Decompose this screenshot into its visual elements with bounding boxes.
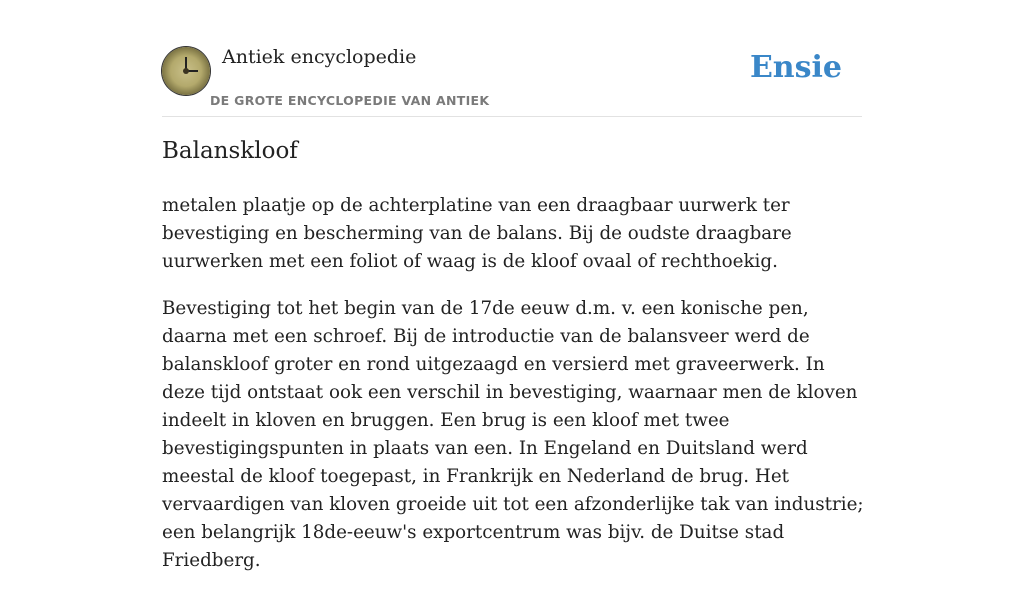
site-subtitle: DE GROTE ENCYCLOPEDIE VAN ANTIEK <box>210 93 490 108</box>
clock-icon[interactable] <box>162 47 210 95</box>
site-name[interactable]: Antiek encyclopedie <box>222 46 417 68</box>
page-title: Balanskloof <box>162 138 298 164</box>
article-paragraph: Bevestiging tot het begin van de 17de eeuw d.m. v. een konische pen, daarna met een schroef. Bij de introductie van de balansveer werd de balanskloof groter en rond uitgezaagd en versierd met graveerwerk. In deze tijd ontstaat ook een verschil in bevestiging, waarnaar men de kloven indeelt in kloven en bruggen. Een brug is een kloof met twee bevestigingspunten in plaats van een. In Engeland en Duitsland werd meestal de kloof toegepast, in Frankrijk en Nederland de brug. Het vervaardigen van kloven groeide uit tot een afzonderlijke tak van industrie; een belangrijk 18de-eeuw's exportcentrum was bijv. de Duitse stad Friedberg. <box>162 297 864 571</box>
clock-hub <box>183 68 189 74</box>
site-header <box>162 0 862 117</box>
article-body <box>162 192 864 593</box>
brand-logo[interactable]: Ensie <box>749 50 842 85</box>
article-paragraph: metalen plaatje op de achterplatine van een draagbaar uurwerk ter bevestiging en bescherming van de balans. Bij de oudste draagbare uurwerken met een foliot of waag is de kloof ovaal of rechthoekig. <box>162 195 792 272</box>
